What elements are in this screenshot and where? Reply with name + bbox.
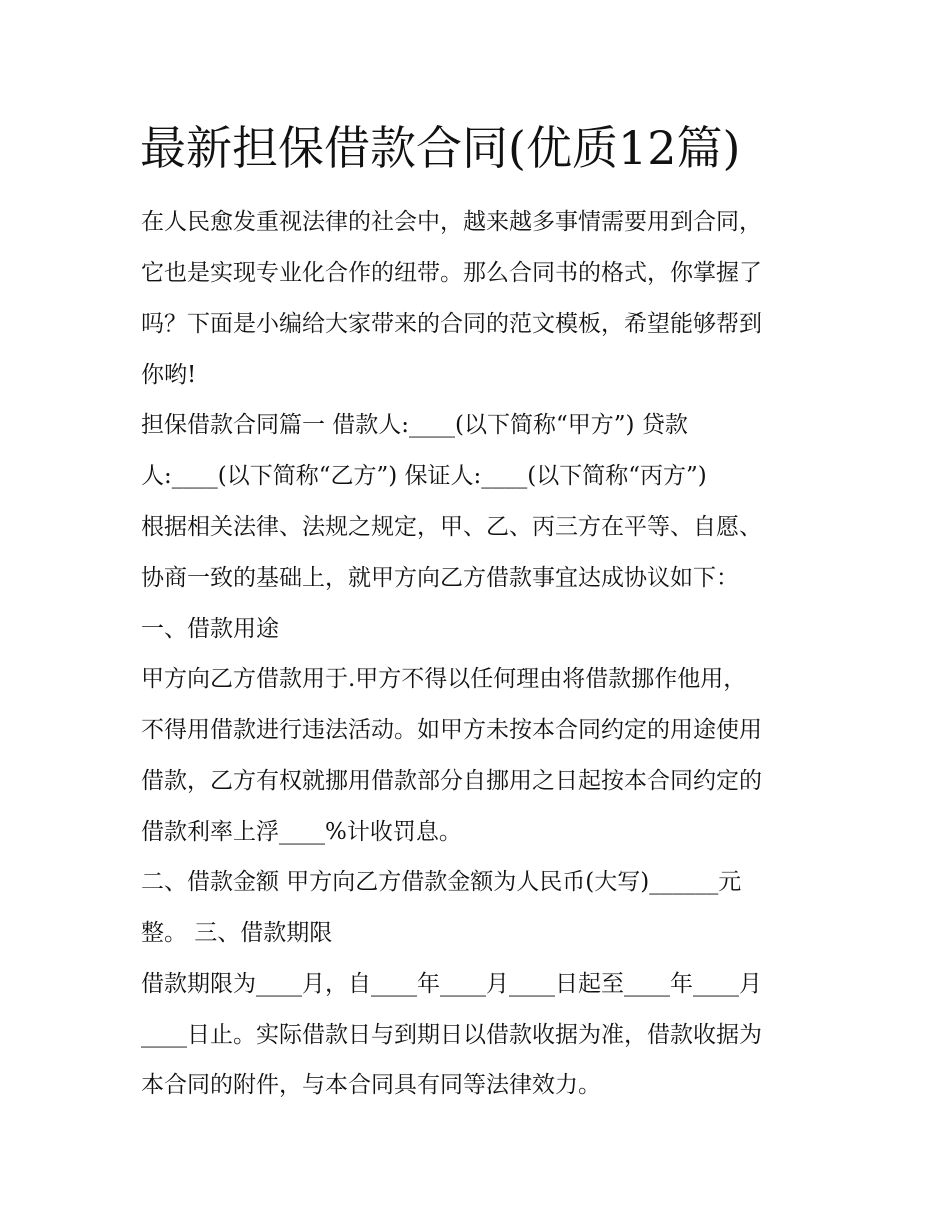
paragraph-line: 根据相关法律、法规之规定，甲、乙、丙三方在平等、自愿、	[141, 514, 762, 540]
paragraph-line: 甲方向乙方借款用于.甲方不得以任何理由将借款挪作他用，	[141, 666, 747, 692]
paragraph-line: 在人民愈发重视法律的社会中，越来越多事情需要用到合同，	[141, 209, 762, 235]
paragraph-line: 整。 三、借款期限	[141, 920, 333, 946]
paragraph-line: 它也是实现专业化合作的纽带。那么合同书的格式，你掌握了	[141, 260, 762, 286]
paragraph-line: 你哟!	[141, 362, 197, 388]
section-heading: 一、借款用途	[141, 616, 279, 642]
paragraph-line: 不得用借款进行违法活动。如甲方未按本合同约定的用途使用	[141, 717, 762, 743]
paragraph-line: 协商一致的基础上，就甲方向乙方借款事宜达成协议如下：	[141, 565, 739, 591]
paragraph-line: 担保借款合同篇一 借款人:____(以下简称“甲方”) 贷款	[141, 412, 688, 438]
paragraph-line: ____日止。实际借款日与到期日以借款收据为准，借款收据为	[141, 1022, 762, 1048]
paragraph-line: 吗？下面是小编给大家带来的合同的范文模板，希望能够帮到	[141, 311, 762, 337]
paragraph-line: 人:____(以下简称“乙方”) 保证人:____(以下简称“丙方”)	[141, 463, 707, 489]
paragraph-line: 借款，乙方有权就挪用借款部分自挪用之日起按本合同约定的	[141, 768, 762, 794]
paragraph-line: 本合同的附件，与本合同具有同等法律效力。	[141, 1072, 601, 1098]
paragraph-line: 二、借款金额 甲方向乙方借款金额为人民币(大写)______元	[141, 869, 742, 895]
paragraph-line: 借款利率上浮____%计收罚息。	[141, 819, 462, 845]
paragraph-line: 借款期限为____月，自____年____月____日起至____年____月	[141, 971, 762, 997]
document-title: 最新担保借款合同(优质12篇)	[140, 121, 741, 175]
